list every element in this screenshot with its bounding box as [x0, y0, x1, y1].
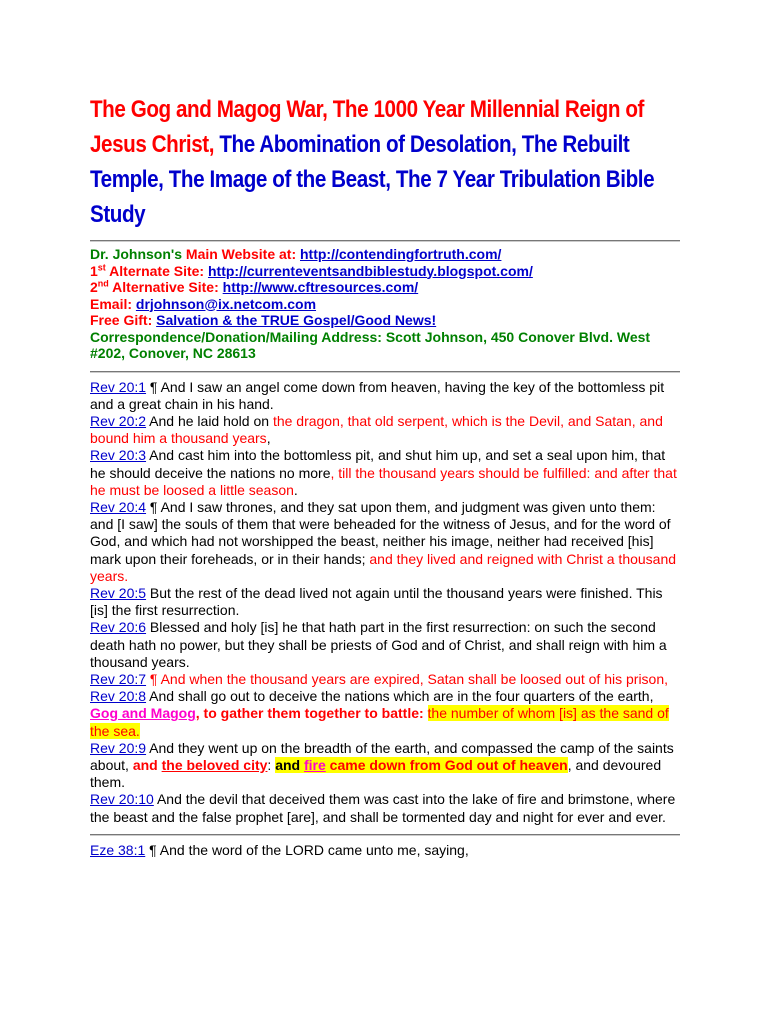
verse-rev-20-3: Rev 20:3 And cast him into the bottomless pit, and shut him up, and set a seal upon him, that he should deceive the nations no more, till the thousand years should be fulfilled: and after that he must be loosed a little season.: [90, 447, 677, 498]
verse-ref-link[interactable]: Rev 20:5: [90, 584, 147, 601]
title-red-part: The Gog and Magog War, The 1000 Year Millennial Reign of Jesus Christ,: [90, 96, 644, 158]
verse-rev-20-6: Rev 20:6 Blessed and holy [is] he that hath part in the first resurrection: on such the second death hath no power, but they shall be priests of God and of Christ, and shall reign with him a thousand years.: [90, 619, 667, 670]
verse-ref-link[interactable]: Rev 20:7: [90, 670, 147, 687]
verse-ref-link[interactable]: Rev 20:8: [90, 688, 147, 705]
title-blue-part: The Abomination of Desolation, The Rebuilt Temple, The Image of the Beast, The 7 Year Tribulation Bible Study: [90, 131, 655, 228]
author-label: Dr. Johnson's: [90, 246, 186, 262]
verse-rev-20-7: Rev 20:7 ¶ And when the thousand years are expired, Satan shall be loosed out of his prison,: [90, 670, 669, 687]
verse-list: [90, 379, 680, 826]
gog-magog-highlight: Gog and Magog: [90, 705, 196, 722]
email-link[interactable]: drjohnson@ix.netcom.com: [135, 295, 317, 312]
main-site-link[interactable]: http://contendingfortruth.com/: [300, 246, 502, 262]
free-gift-label: Free Gift:: [90, 312, 153, 328]
verse-ref-link[interactable]: Rev 20:9: [90, 739, 147, 756]
verse-rev-20-2: Rev 20:2 And he laid hold on the dragon, that old serpent, which is the Devil, and Satan, and bound him a thousand years,: [90, 412, 663, 447]
verse-ref-link[interactable]: Rev 20:4: [90, 498, 147, 515]
verse-ref-link[interactable]: Rev 20:10: [90, 791, 154, 808]
mailing-address: Correspondence/Donation/Mailing Address: Scott Johnson, 450 Conover Blvd. West #202, Conover, NC 28613: [90, 328, 651, 361]
verse-eze-38-1: Eze 38:1 ¶ And the word of the LORD came unto me, saying,: [90, 841, 469, 858]
alt2-label: 2nd Alternative Site:: [90, 278, 219, 295]
verse-ref-link[interactable]: Rev 20:2: [90, 412, 147, 429]
page-title: [90, 92, 683, 232]
yellow-highlight: the number of whom [is] as the sand of the sea.: [90, 705, 669, 739]
alt-site-2-line: [90, 279, 680, 296]
yellow-highlight: and fire came down from God out of heaven: [275, 756, 568, 773]
free-gift-link[interactable]: Salvation & the TRUE Gospel/Good News!: [156, 312, 437, 328]
verse-ref-link[interactable]: Eze 38:1: [90, 841, 146, 858]
contact-info: [90, 246, 680, 362]
verse-rev-20-1: Rev 20:1 ¶ And I saw an angel come down from heaven, having the key of the bottomless pit and a great chain in his hand.: [90, 378, 665, 412]
alt-site-1-link[interactable]: http://currenteventsandbiblestudy.blogspot.com/: [207, 262, 533, 279]
free-gift-line: [90, 312, 680, 329]
verse-ref-link[interactable]: Rev 20:6: [90, 619, 147, 636]
verse-rev-20-5: Rev 20:5 But the rest of the dead lived not again until the thousand years were finished. This [is] the first resurrection.: [90, 584, 663, 619]
verse-rev-20-8: Rev 20:8 And shall go out to deceive the nations which are in the four quarters of the earth, Gog and Magog, to gather them together to battle: the number of whom [is] as the sand of the sea.: [90, 688, 669, 739]
email-line: [90, 296, 680, 313]
alt-site-1-line: [90, 263, 680, 280]
verse-ref-link[interactable]: Rev 20:1: [90, 378, 147, 395]
main-site-line: [90, 246, 680, 263]
verse-list-ezekiel: [90, 842, 680, 859]
verse-rev-20-10: Rev 20:10 And the devil that deceived them was cast into the lake of fire and brimstone, where the beast and the false prophet [are], and shall be tormented day and night for ever and ever.: [90, 791, 676, 825]
verse-ref-link[interactable]: Rev 20:3: [90, 447, 147, 464]
verse-rev-20-9: Rev 20:9 And they went up on the breadth of the earth, and compassed the camp of the saints about, and the beloved city: and fire came down from God out of heaven, and devoured them.: [90, 739, 674, 791]
verse-rev-20-4: Rev 20:4 ¶ And I saw thrones, and they sat upon them, and judgment was given unto them: and [I saw] the souls of them that were beheaded for the witness of Jesus, and for the word of God, and which had not worshipped the beast, neither his image, neither had received [his] mark upon their foreheads, or in their hands; and they lived and reigned with Christ a thousand years.: [90, 498, 677, 584]
alt-site-2-link[interactable]: http://www.cftresources.com/: [222, 279, 419, 295]
email-label: Email:: [90, 295, 133, 312]
main-site-label: Main Website at:: [185, 246, 297, 262]
document-page: [90, 92, 680, 859]
alt1-label: 1st Alternate Site:: [90, 261, 205, 279]
